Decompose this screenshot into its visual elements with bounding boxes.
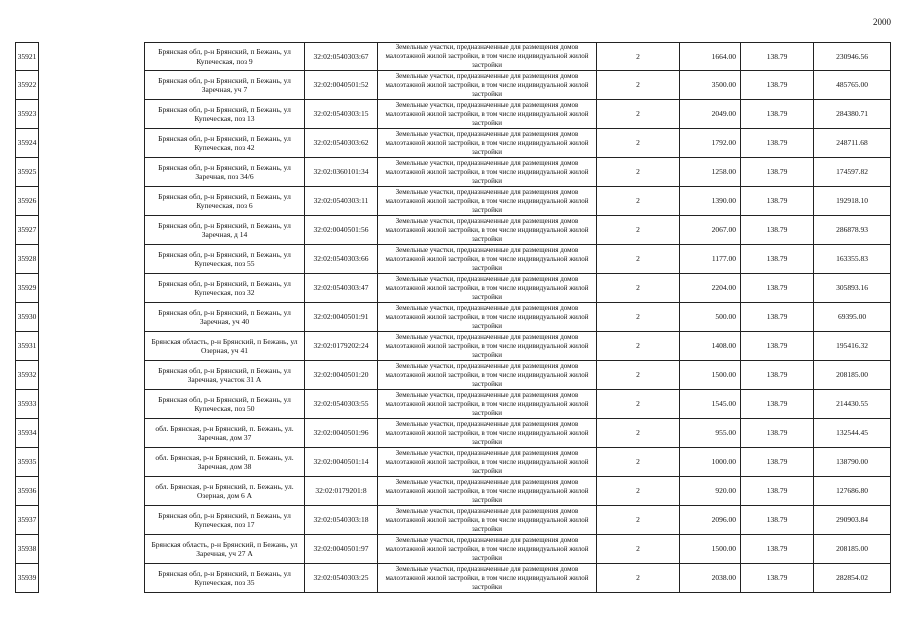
address-cell: Брянская обл, р-н Брянский, п Бежань, ул Заречная, уч 40 <box>144 303 304 332</box>
land-use-purpose-cell: Земельные участки, предназначенные для размещения домов малоэтажной жилой застройки, в том числе индивидуальной жилой застройки <box>377 564 596 593</box>
category-cell: 2 <box>596 187 679 216</box>
row-id-cell: 35938 <box>15 535 39 564</box>
category-cell: 2 <box>596 303 679 332</box>
table-row <box>0 274 905 303</box>
cadastral-number-cell: 32:02:0040501:96 <box>304 419 377 448</box>
rate-cell: 138.79 <box>740 187 813 216</box>
land-use-purpose-cell: Земельные участки, предназначенные для размещения домов малоэтажной жилой застройки, в том числе индивидуальной жилой застройки <box>377 187 596 216</box>
land-use-purpose-cell: Земельные участки, предназначенные для размещения домов малоэтажной жилой застройки, в том числе индивидуальной жилой застройки <box>377 448 596 477</box>
cadastral-number-cell: 32:02:0540303:67 <box>304 42 377 71</box>
row-id-cell: 35939 <box>15 564 39 593</box>
category-cell: 2 <box>596 245 679 274</box>
category-cell: 2 <box>596 158 679 187</box>
rate-cell: 138.79 <box>740 535 813 564</box>
cadastral-value-cell: 208185.00 <box>813 361 891 390</box>
rate-cell: 138.79 <box>740 100 813 129</box>
table-row <box>0 564 905 593</box>
rate-cell: 138.79 <box>740 361 813 390</box>
rate-cell: 138.79 <box>740 390 813 419</box>
land-use-purpose-cell: Земельные участки, предназначенные для размещения домов малоэтажной жилой застройки, в том числе индивидуальной жилой застройки <box>377 332 596 361</box>
cadastral-value-cell: 69395.00 <box>813 303 891 332</box>
table-row <box>0 100 905 129</box>
rate-cell: 138.79 <box>740 42 813 71</box>
address-cell: Брянская обл, р-н Брянский, п Бежань, ул Купеческая, поз 50 <box>144 390 304 419</box>
row-id-cell: 35925 <box>15 158 39 187</box>
category-cell: 2 <box>596 477 679 506</box>
cadastral-value-cell: 286878.93 <box>813 216 891 245</box>
table-row <box>0 187 905 216</box>
area-cell: 2204.00 <box>679 274 740 303</box>
category-cell: 2 <box>596 564 679 593</box>
area-cell: 920.00 <box>679 477 740 506</box>
cadastral-number-cell: 32:02:0540303:18 <box>304 506 377 535</box>
land-use-purpose-cell: Земельные участки, предназначенные для размещения домов малоэтажной жилой застройки, в том числе индивидуальной жилой застройки <box>377 129 596 158</box>
land-use-purpose-cell: Земельные участки, предназначенные для размещения домов малоэтажной жилой застройки, в том числе индивидуальной жилой застройки <box>377 71 596 100</box>
land-use-purpose-cell: Земельные участки, предназначенные для размещения домов малоэтажной жилой застройки, в том числе индивидуальной жилой застройки <box>377 361 596 390</box>
rate-cell: 138.79 <box>740 71 813 100</box>
category-cell: 2 <box>596 274 679 303</box>
area-cell: 2067.00 <box>679 216 740 245</box>
row-id-cell: 35927 <box>15 216 39 245</box>
table-row <box>0 535 905 564</box>
table-row <box>0 506 905 535</box>
address-cell: Брянская обл, р-н Брянский, п Бежань, ул Купеческая, поз 55 <box>144 245 304 274</box>
category-cell: 2 <box>596 129 679 158</box>
land-use-purpose-cell: Земельные участки, предназначенные для размещения домов малоэтажной жилой застройки, в том числе индивидуальной жилой застройки <box>377 506 596 535</box>
cadastral-number-cell: 32:02:0360101:34 <box>304 158 377 187</box>
cadastral-value-cell: 290903.84 <box>813 506 891 535</box>
land-use-purpose-cell: Земельные участки, предназначенные для размещения домов малоэтажной жилой застройки, в том числе индивидуальной жилой застройки <box>377 100 596 129</box>
cadastral-value-cell: 282854.02 <box>813 564 891 593</box>
row-id-cell: 35933 <box>15 390 39 419</box>
area-cell: 1408.00 <box>679 332 740 361</box>
area-cell: 2049.00 <box>679 100 740 129</box>
rate-cell: 138.79 <box>740 448 813 477</box>
row-id-cell: 35928 <box>15 245 39 274</box>
land-use-purpose-cell: Земельные участки, предназначенные для размещения домов малоэтажной жилой застройки, в том числе индивидуальной жилой застройки <box>377 303 596 332</box>
land-use-purpose-cell: Земельные участки, предназначенные для размещения домов малоэтажной жилой застройки, в том числе индивидуальной жилой застройки <box>377 216 596 245</box>
address-cell: Брянская обл, р-н Брянский, п Бежань, ул Заречная, д 14 <box>144 216 304 245</box>
table-row <box>0 216 905 245</box>
area-cell: 500.00 <box>679 303 740 332</box>
area-cell: 2038.00 <box>679 564 740 593</box>
area-cell: 1792.00 <box>679 129 740 158</box>
category-cell: 2 <box>596 506 679 535</box>
row-id-cell: 35932 <box>15 361 39 390</box>
land-use-purpose-cell: Земельные участки, предназначенные для размещения домов малоэтажной жилой застройки, в том числе индивидуальной жилой застройки <box>377 158 596 187</box>
cadastral-number-cell: 32:02:0540303:55 <box>304 390 377 419</box>
rate-cell: 138.79 <box>740 477 813 506</box>
cadastral-value-cell: 208185.00 <box>813 535 891 564</box>
cadastral-value-cell: 485765.00 <box>813 71 891 100</box>
table-row <box>0 390 905 419</box>
category-cell: 2 <box>596 71 679 100</box>
row-id-cell: 35921 <box>15 42 39 71</box>
cadastral-number-cell: 32:02:0179202:24 <box>304 332 377 361</box>
area-cell: 3500.00 <box>679 71 740 100</box>
category-cell: 2 <box>596 361 679 390</box>
table-row <box>0 245 905 274</box>
table-row <box>0 448 905 477</box>
address-cell: Брянская обл, р-н Брянский, п Бежань, ул Заречная, уч 7 <box>144 71 304 100</box>
cadastral-value-cell: 192918.10 <box>813 187 891 216</box>
cadastral-value-cell: 127686.80 <box>813 477 891 506</box>
table-row <box>0 158 905 187</box>
category-cell: 2 <box>596 390 679 419</box>
area-cell: 2096.00 <box>679 506 740 535</box>
land-use-purpose-cell: Земельные участки, предназначенные для размещения домов малоэтажной жилой застройки, в том числе индивидуальной жилой застройки <box>377 477 596 506</box>
land-use-purpose-cell: Земельные участки, предназначенные для размещения домов малоэтажной жилой застройки, в том числе индивидуальной жилой застройки <box>377 390 596 419</box>
address-cell: Брянская обл, р-н Брянский, п Бежань, ул Купеческая, поз 13 <box>144 100 304 129</box>
address-cell: обл. Брянская, р-н Брянский, п. Бежань, ул. Заречная, дом 37 <box>144 419 304 448</box>
table-row <box>0 419 905 448</box>
cadastral-number-cell: 32:02:0540303:47 <box>304 274 377 303</box>
row-id-cell: 35935 <box>15 448 39 477</box>
category-cell: 2 <box>596 448 679 477</box>
row-id-cell: 35922 <box>15 71 39 100</box>
cadastral-number-cell: 32:02:0540303:15 <box>304 100 377 129</box>
cadastral-number-cell: 32:02:0179201:8 <box>304 477 377 506</box>
row-id-cell: 35936 <box>15 477 39 506</box>
area-cell: 1500.00 <box>679 361 740 390</box>
rate-cell: 138.79 <box>740 216 813 245</box>
category-cell: 2 <box>596 216 679 245</box>
area-cell: 1258.00 <box>679 158 740 187</box>
address-cell: Брянская обл, р-н Брянский, п Бежань, ул Заречная, участок 31 А <box>144 361 304 390</box>
cadastral-value-cell: 305893.16 <box>813 274 891 303</box>
area-cell: 1000.00 <box>679 448 740 477</box>
cadastral-number-cell: 32:02:0040501:14 <box>304 448 377 477</box>
area-cell: 1177.00 <box>679 245 740 274</box>
cadastral-value-cell: 284380.71 <box>813 100 891 129</box>
cadastral-value-cell: 195416.32 <box>813 332 891 361</box>
cadastral-number-cell: 32:02:0040501:97 <box>304 535 377 564</box>
table-row <box>0 71 905 100</box>
table-row <box>0 129 905 158</box>
row-id-cell: 35929 <box>15 274 39 303</box>
cadastral-number-cell: 32:02:0540303:62 <box>304 129 377 158</box>
table-row <box>0 42 905 71</box>
rate-cell: 138.79 <box>740 564 813 593</box>
rate-cell: 138.79 <box>740 332 813 361</box>
address-cell: Брянская обл, р-н Брянский, п Бежань, ул Купеческая, поз 9 <box>144 42 304 71</box>
rate-cell: 138.79 <box>740 129 813 158</box>
category-cell: 2 <box>596 42 679 71</box>
address-cell: Брянская обл, р-н Брянский, п Бежань, ул Купеческая, поз 35 <box>144 564 304 593</box>
area-cell: 1500.00 <box>679 535 740 564</box>
rate-cell: 138.79 <box>740 419 813 448</box>
cadastral-number-cell: 32:02:0040501:56 <box>304 216 377 245</box>
row-id-cell: 35931 <box>15 332 39 361</box>
rate-cell: 138.79 <box>740 245 813 274</box>
category-cell: 2 <box>596 332 679 361</box>
area-cell: 1390.00 <box>679 187 740 216</box>
rate-cell: 138.79 <box>740 303 813 332</box>
row-id-cell: 35934 <box>15 419 39 448</box>
cadastral-value-cell: 214430.55 <box>813 390 891 419</box>
address-cell: обл. Брянская, р-н Брянский, п. Бежань, ул. Озерная, дом 6 А <box>144 477 304 506</box>
area-cell: 1545.00 <box>679 390 740 419</box>
cadastral-value-cell: 230946.56 <box>813 42 891 71</box>
cadastral-number-cell: 32:02:0540303:11 <box>304 187 377 216</box>
row-id-cell: 35926 <box>15 187 39 216</box>
table-row <box>0 361 905 390</box>
category-cell: 2 <box>596 535 679 564</box>
rate-cell: 138.79 <box>740 506 813 535</box>
cadastral-value-cell: 248711.68 <box>813 129 891 158</box>
address-cell: Брянская область, р-н Брянский, п Бежань, ул Заречная, уч 27 А <box>144 535 304 564</box>
area-cell: 955.00 <box>679 419 740 448</box>
address-cell: Брянская обл, р-н Брянский, п Бежань, ул Заречная, поз 34/6 <box>144 158 304 187</box>
address-cell: обл. Брянская, р-н Брянский, п. Бежань, ул. Заречная, дом 38 <box>144 448 304 477</box>
area-cell: 1664.00 <box>679 42 740 71</box>
cadastral-value-cell: 174597.82 <box>813 158 891 187</box>
rate-cell: 138.79 <box>740 158 813 187</box>
address-cell: Брянская обл, р-н Брянский, п Бежань, ул Купеческая, поз 17 <box>144 506 304 535</box>
rate-cell: 138.79 <box>740 274 813 303</box>
address-cell: Брянская обл, р-н Брянский, п Бежань, ул Купеческая, поз 42 <box>144 129 304 158</box>
cadastral-value-cell: 138790.00 <box>813 448 891 477</box>
land-use-purpose-cell: Земельные участки, предназначенные для размещения домов малоэтажной жилой застройки, в том числе индивидуальной жилой застройки <box>377 245 596 274</box>
table-row <box>0 303 905 332</box>
cadastral-number-cell: 32:02:0040501:52 <box>304 71 377 100</box>
page-number: 2000 <box>873 17 891 27</box>
land-use-purpose-cell: Земельные участки, предназначенные для размещения домов малоэтажной жилой застройки, в том числе индивидуальной жилой застройки <box>377 42 596 71</box>
address-cell: Брянская обл, р-н Брянский, п Бежань, ул Купеческая, поз 32 <box>144 274 304 303</box>
row-id-cell: 35937 <box>15 506 39 535</box>
cadastral-number-cell: 32:02:0040501:20 <box>304 361 377 390</box>
row-id-cell: 35923 <box>15 100 39 129</box>
land-use-purpose-cell: Земельные участки, предназначенные для размещения домов малоэтажной жилой застройки, в том числе индивидуальной жилой застройки <box>377 535 596 564</box>
category-cell: 2 <box>596 100 679 129</box>
land-use-purpose-cell: Земельные участки, предназначенные для размещения домов малоэтажной жилой застройки, в том числе индивидуальной жилой застройки <box>377 274 596 303</box>
address-cell: Брянская обл, р-н Брянский, п Бежань, ул Купеческая, поз 6 <box>144 187 304 216</box>
table-row <box>0 332 905 361</box>
cadastral-number-cell: 32:02:0540303:25 <box>304 564 377 593</box>
category-cell: 2 <box>596 419 679 448</box>
row-id-cell: 35924 <box>15 129 39 158</box>
table-row <box>0 477 905 506</box>
cadastral-value-cell: 132544.45 <box>813 419 891 448</box>
cadastral-number-cell: 32:02:0040501:91 <box>304 303 377 332</box>
address-cell: Брянская область, р-н Брянский, п Бежань, ул Озерная, уч 41 <box>144 332 304 361</box>
cadastral-value-cell: 163355.83 <box>813 245 891 274</box>
cadastral-number-cell: 32:02:0540303:66 <box>304 245 377 274</box>
land-use-purpose-cell: Земельные участки, предназначенные для размещения домов малоэтажной жилой застройки, в том числе индивидуальной жилой застройки <box>377 419 596 448</box>
row-id-cell: 35930 <box>15 303 39 332</box>
